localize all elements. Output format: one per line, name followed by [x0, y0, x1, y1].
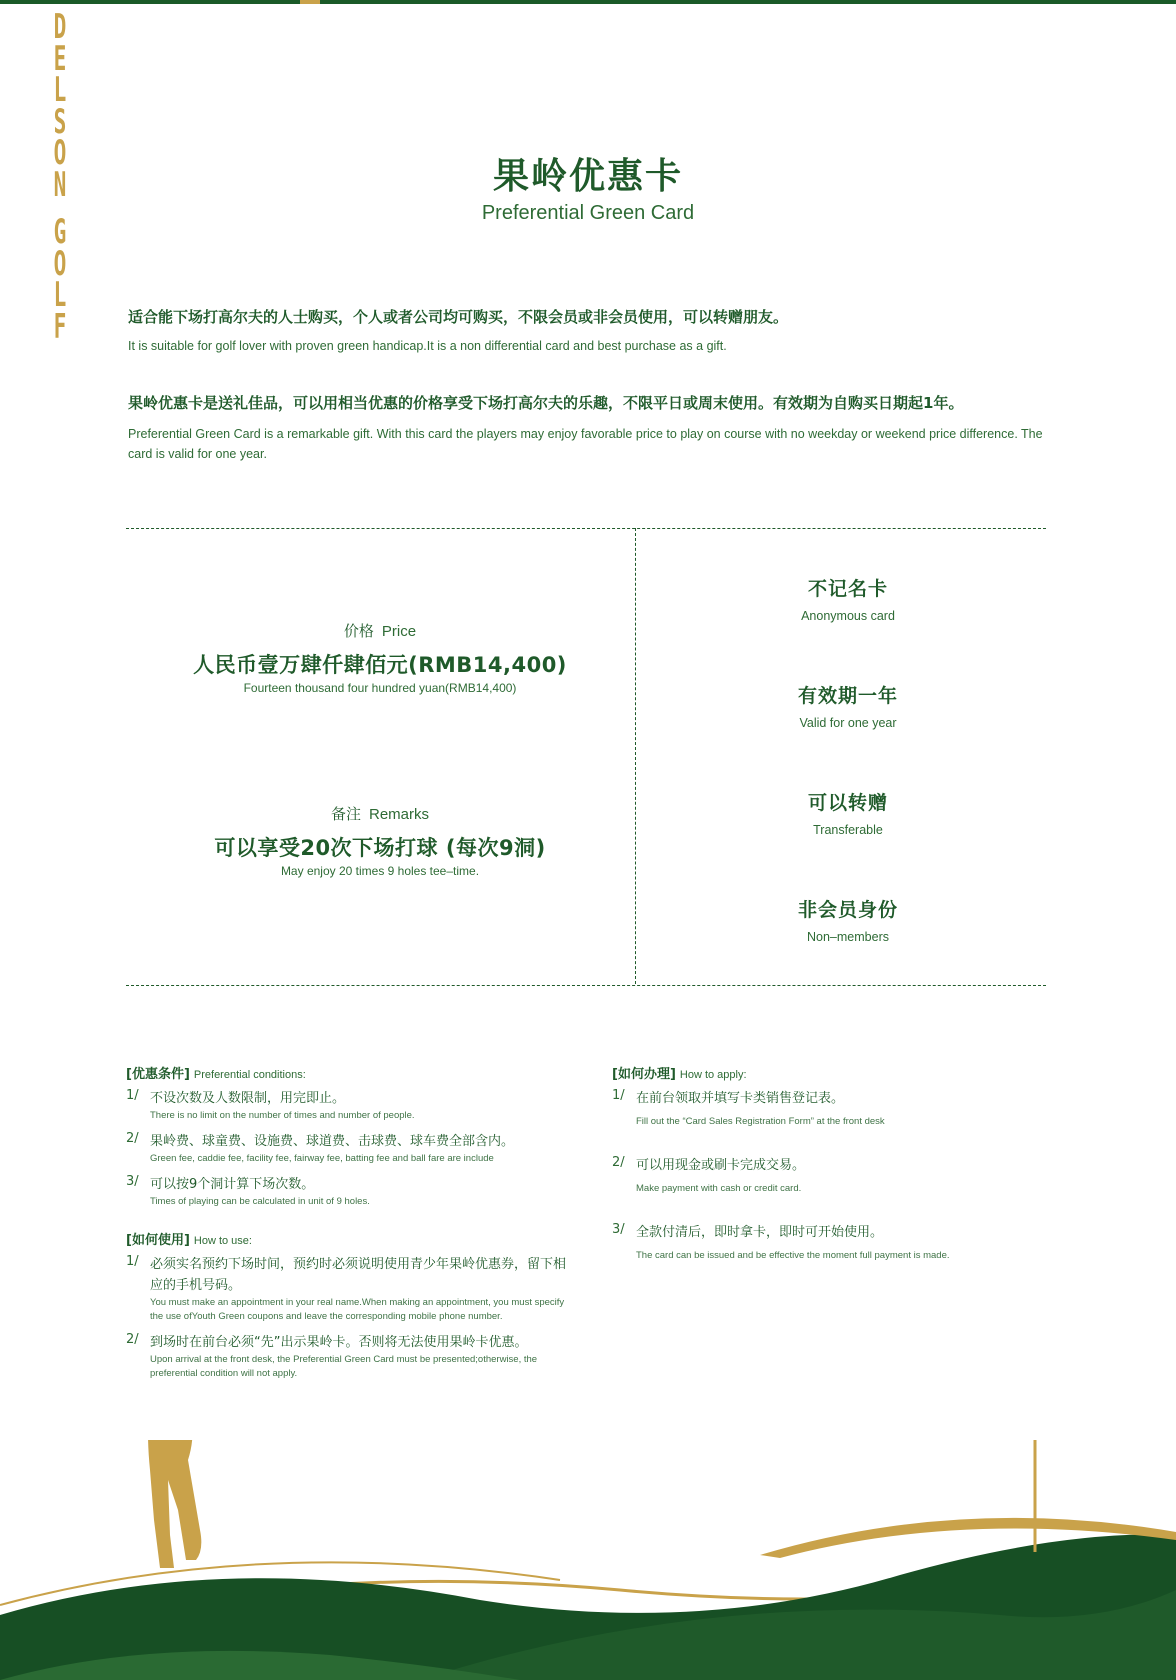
section-heading-en: How to use: [193, 1235, 252, 1247]
remarks-value: 可以享受20次下场打球 (每次9洞) [214, 836, 546, 860]
feature-subtitle: Non–members [807, 930, 889, 944]
section-heading: [如何办理] [612, 1067, 676, 1082]
preferential-conditions-section [126, 1063, 566, 1389]
item-text: 在前台领取并填写卡类销售登记表。 [636, 1091, 845, 1106]
feature-subtitle: Valid for one year [799, 716, 897, 730]
list-item [126, 1254, 566, 1324]
remarks-label-en: Remarks [369, 806, 430, 823]
item-text-en: Times of playing can be calculated in unit of 9 holes. [150, 1196, 370, 1207]
golf-course-illustration [0, 1440, 1176, 1680]
item-number: 2/ [126, 1131, 139, 1146]
section-heading-en: Preferential conditions: [193, 1069, 306, 1081]
item-text: 不设次数及人数限制，用完即止。 [150, 1091, 346, 1106]
section-heading: [优惠条件] [126, 1067, 190, 1082]
divider-bottom [126, 985, 1046, 986]
item-text-en: Make payment with cash or credit card. [636, 1183, 802, 1194]
item-text-en: You must make an appointment in your real name.When making an appointment, you must specify the use ofYouth Green coupons and leave the corresponding mobile phone number. [150, 1297, 565, 1322]
item-number: 2/ [612, 1155, 625, 1170]
golfer-icon [98, 1440, 201, 1568]
feature-title: 有效期一年 [797, 685, 898, 707]
logo-letter: L [53, 70, 67, 110]
price-value-en: Fourteen thousand four hundred yuan(RMB14,400) [243, 681, 517, 695]
item-text: 可以按9个洞计算下场次数。 [150, 1177, 315, 1192]
item-number: 1/ [612, 1088, 625, 1103]
item-text-en: Green fee, caddie fee, facility fee, fairway fee, batting fee and ball fare are include [150, 1153, 494, 1164]
logo-letter: O [53, 243, 67, 284]
item-text: 到场时在前台必须“先”出示果岭卡。否则将无法使用果岭卡优惠。 [150, 1335, 528, 1350]
price-label-en: Price [381, 623, 417, 640]
item-text: 必须实名预约下场时间，预约时必须说明使用青少年果岭优惠券，留下相应的手机号码。 [150, 1257, 567, 1293]
item-text-en: The card can be issued and be effective the moment full payment is made. [636, 1250, 950, 1261]
item-number: 3/ [612, 1222, 625, 1237]
item-text: 可以用现金或刷卡完成交易。 [636, 1158, 806, 1173]
item-text-en: Upon arrival at the front desk, the Preferential Green Card must be presented;otherwise, the preferential condition will not apply. [150, 1354, 538, 1379]
intro-paragraph-2-en: Preferential Green Card is a remarkable gift. With this card the players may enjoy favorable price to play on course with no weekday or weekend price difference. The card is valid for one year. [128, 427, 1043, 461]
page-subtitle: Preferential Green Card [481, 202, 695, 224]
feature-validity [636, 681, 1060, 730]
logo-letter: F [53, 306, 67, 347]
logo-letter: S [53, 101, 67, 142]
list-item [126, 1174, 566, 1209]
item-text: 果岭费、球童费、设施费、球道费、击球费、球车费全部含内。 [150, 1134, 515, 1149]
logo-letter: E [53, 38, 67, 79]
intro-paragraph-1-en: It is suitable for golf lover with proven green handicap.It is a non differential card and best purchase as a gift. [128, 339, 727, 353]
list-item [126, 1131, 566, 1166]
item-text: 全款付清后，即时拿卡，即时可开始使用。 [636, 1225, 884, 1240]
top-border-accent [300, 0, 320, 4]
item-number: 1/ [126, 1088, 139, 1103]
top-border [0, 0, 1176, 4]
logo-letter: L [53, 275, 67, 315]
feature-title: 非会员身份 [797, 899, 898, 921]
section-heading: [如何使用] [126, 1233, 190, 1248]
remarks-label: 备注 [330, 805, 361, 823]
item-number: 3/ [126, 1174, 139, 1189]
divider-top [126, 528, 1046, 529]
price-label: 价格 [343, 622, 374, 640]
feature-non-member [636, 895, 1060, 944]
feature-title: 不记名卡 [807, 578, 888, 600]
remarks-value-en: May enjoy 20 times 9 holes tee–time. [280, 864, 480, 878]
logo-letter: O [53, 133, 67, 173]
section-heading-en: How to apply: [679, 1069, 747, 1081]
feature-transferable [636, 788, 1060, 837]
item-number: 1/ [126, 1254, 139, 1269]
remarks-block [126, 803, 634, 878]
logo-letter: N [53, 164, 67, 205]
item-text-en: Fill out the “Card Sales Registration Form” at the front desk [636, 1116, 885, 1127]
feature-anonymous [636, 574, 1060, 623]
list-item [612, 1088, 1052, 1129]
item-number: 2/ [126, 1332, 139, 1347]
feature-subtitle: Transferable [813, 823, 883, 837]
price-value: 人民币壹万肆仟肆佰元(RMB14,400) [193, 653, 567, 677]
feature-subtitle: Anonymous card [801, 609, 895, 623]
list-item [126, 1088, 566, 1123]
price-block [126, 620, 634, 695]
feature-title: 可以转赠 [807, 792, 888, 814]
intro-paragraph-1-cn: 适合能下场打高尔夫的人士购买，个人或者公司均可购买，不限会员或非会员使用，可以转赠朋友。 [128, 308, 789, 326]
item-text-en: There is no limit on the number of times and number of people. [150, 1110, 415, 1121]
list-item [612, 1222, 1052, 1263]
logo-letter: D [53, 7, 67, 47]
list-item [612, 1155, 1052, 1196]
list-item [126, 1332, 566, 1381]
intro-paragraph-2-cn: 果岭优惠卡是送礼佳品，可以用相当优惠的价格享受下场打高尔夫的乐趣，不限平日或周末使用。有效期为自购买日期起1年。 [128, 394, 964, 412]
how-to-apply-section [612, 1063, 1052, 1289]
page-title: 果岭优惠卡 [492, 156, 683, 197]
logo-letter: G [53, 212, 67, 252]
